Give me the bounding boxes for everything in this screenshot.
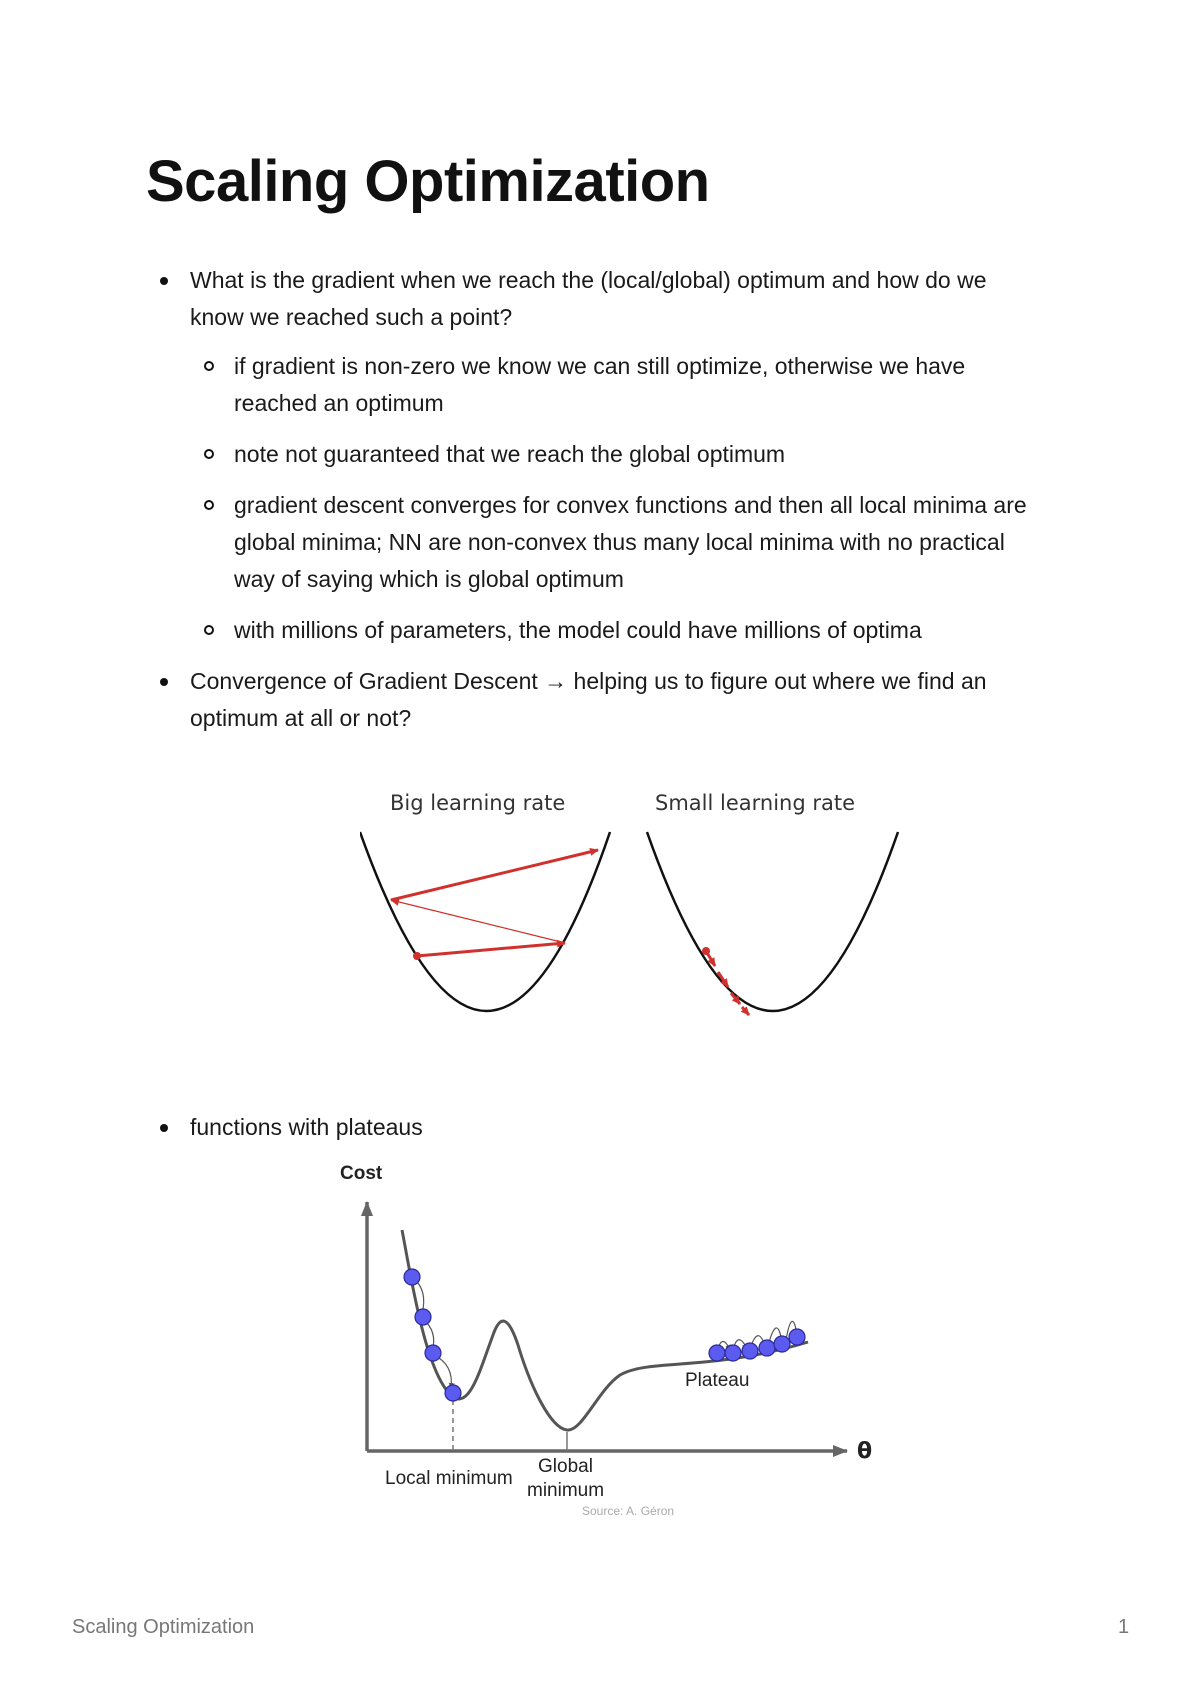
sub-bullet-text: note not guaranteed that we reach the global optimum xyxy=(234,441,786,467)
list-item xyxy=(190,487,1046,598)
cost-axis-label: Cost xyxy=(340,1163,383,1184)
global-minimum-label-line1: Global xyxy=(538,1456,593,1477)
page-title: Scaling Optimization xyxy=(146,149,710,214)
footer-doc-title: Scaling Optimization xyxy=(72,1616,255,1638)
theta-axis-label: θ xyxy=(857,1439,873,1464)
sub-bullet-text: with millions of parameters, the model could have millions of optima xyxy=(234,617,922,643)
list-item xyxy=(146,1109,1046,1146)
sub-bullet-text: gradient descent converges for convex functions and then all local minima are global minima; NN are non-convex thus many local minima with no practical way of saying which is global optimum xyxy=(234,492,1027,592)
source-caption: Source: A. Géron xyxy=(582,1504,675,1518)
list-item xyxy=(146,663,1046,737)
small-learning-rate-label: Small learning rate xyxy=(655,791,856,815)
plateau-figure xyxy=(330,1160,920,1520)
global-minimum-label-line2: minimum xyxy=(527,1480,605,1501)
plateau-label: Plateau xyxy=(685,1370,750,1391)
big-lr-curve xyxy=(360,832,610,1011)
learning-rate-figure xyxy=(360,780,920,1040)
bullet-text: functions with plateaus xyxy=(190,1114,423,1140)
list-item xyxy=(190,612,1046,649)
small-lr-steps xyxy=(703,948,750,1016)
big-learning-rate-label: Big learning rate xyxy=(390,791,566,815)
bullet-text: What is the gradient when we reach the (local/global) optimum and how do we know we reached such a point? xyxy=(190,267,987,330)
list-item xyxy=(190,436,1046,473)
local-minimum-label: Local minimum xyxy=(385,1468,513,1489)
sub-bullet-text: if gradient is non-zero we know we can still optimize, otherwise we have reached an optimum xyxy=(234,353,966,416)
small-lr-curve xyxy=(647,832,898,1011)
cost-curve xyxy=(402,1230,808,1430)
list-item xyxy=(190,348,1046,422)
bullet-text: Convergence of Gradient Descent → helping us to figure out where we find an optimum at all or not? xyxy=(190,668,987,731)
sub-bullet-list xyxy=(190,348,1046,649)
big-lr-steps xyxy=(391,850,598,960)
page-number: 1 xyxy=(1118,1616,1130,1638)
list-item xyxy=(146,262,1046,649)
